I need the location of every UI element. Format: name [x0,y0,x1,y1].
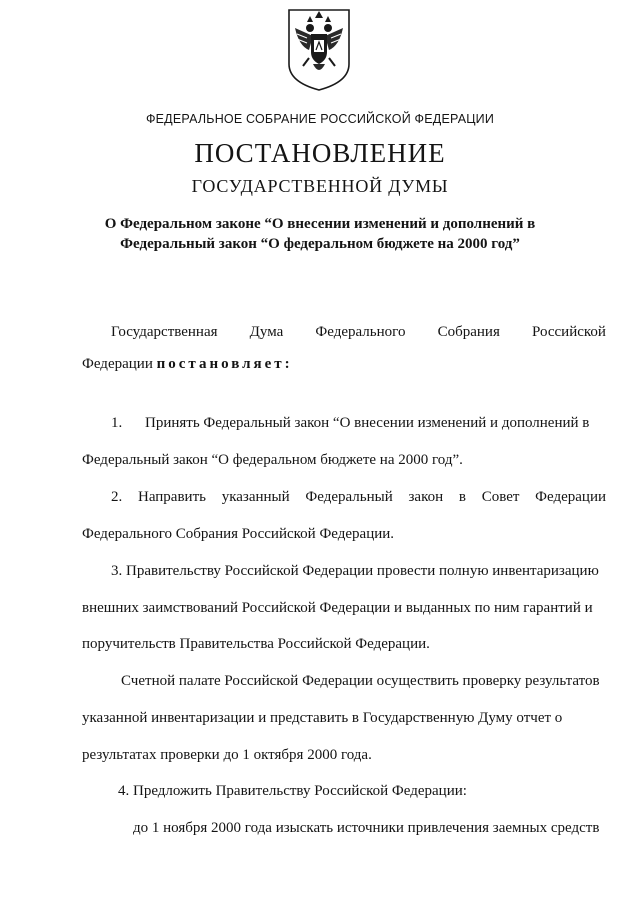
paragraph-3b-line-3: результатах проверки до 1 октября 2000 года. [82,747,372,763]
paragraph-3b-line-1: Счетной палате Российской Федерации осуществить проверку результатов [121,673,600,689]
preamble-word: Государственная [111,324,218,340]
paragraph-2-word: закон [408,489,444,505]
paragraph-2-line-2: Федерального Собрания Российской Федерации. [82,526,395,542]
paragraph-2-word: 2. [111,489,123,505]
preamble-line-2 [82,355,293,373]
document-subject [60,214,580,254]
paragraph-2-word: Федеральный [305,489,393,505]
subject-line-2: Федеральный закон “О федеральном бюджете на 2000 год” [120,236,520,252]
paragraph-2-word: в [458,489,466,505]
paragraph-1-line-1: Принять Федеральный закон “О внесении изменений и дополнений в [145,415,590,431]
preamble-word: Российской [532,324,606,340]
preamble-word: Дума [249,324,284,340]
paragraph-2-word: Федерации [535,489,606,505]
paragraph-3-line-3: поручительств Правительства Российской Федерации. [82,636,430,652]
organization-name: ФЕДЕРАЛЬНОЕ СОБРАНИЕ РОССИЙСКОЙ ФЕДЕРАЦИИ [145,112,495,126]
document-type-title: ПОСТАНОВЛЕНИЕ [194,138,446,168]
paragraph-1-number: 1. [111,415,123,431]
state-emblem-icon [285,6,353,92]
paragraph-1-line-2: Федеральный закон “О федеральном бюджете на 2000 год”. [82,452,463,468]
preamble-word: Собрания [437,324,500,340]
subject-line-1: О Федеральном законе “О внесении изменений и дополнений в [104,216,536,232]
paragraph-2-word: указанный [221,489,290,505]
decree-verb: постановляет: [156,356,293,372]
preamble-line-start: Федерации [82,356,153,372]
paragraph-4-line-1: 4. Предложить Правительству Российской Федерации: [118,783,467,799]
preamble-line-1 [111,323,606,341]
issuing-body: ГОСУДАРСТВЕННОЙ ДУМЫ [191,176,449,196]
paragraph-4-line-2: до 1 ноября 2000 года изыскать источники привлечения заемных средств [133,820,600,836]
paragraph-3-line-1: 3. Правительству Российской Федерации провести полную инвентаризацию [111,563,599,579]
paragraph-2-line-1 [111,488,606,506]
paragraph-3-line-2: внешних заимствований Российской Федерации и выданных по ним гарантий и [82,600,593,616]
paragraph-2-word: Совет [481,489,520,505]
paragraph-2-word: Направить [137,489,206,505]
preamble-word: Федерального [315,324,406,340]
paragraph-3b-line-2: указанной инвентаризации и представить в Государственную Думу отчет о [82,710,563,726]
